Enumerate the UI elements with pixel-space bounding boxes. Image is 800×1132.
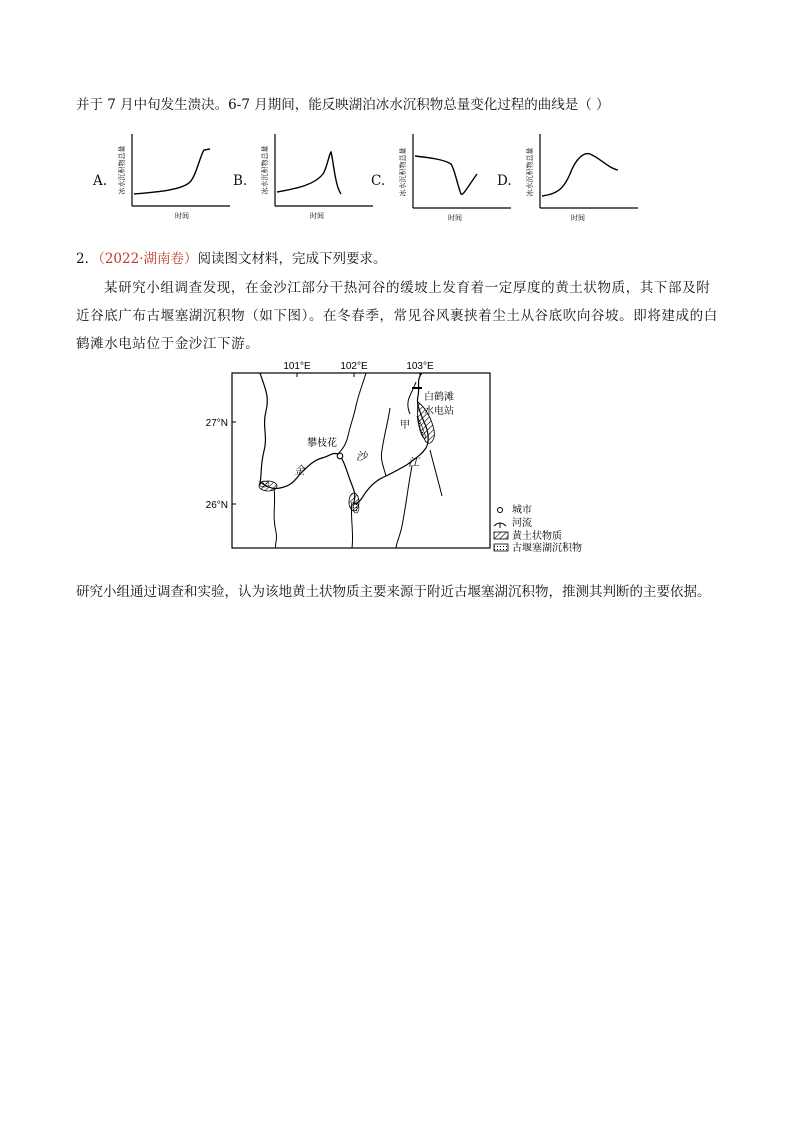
river-char-sha: 沙 xyxy=(356,451,367,463)
tributary-1 xyxy=(274,488,277,548)
option-b-graph xyxy=(255,128,375,223)
lat-label-26: 26°N xyxy=(205,500,228,511)
tributary-3 xyxy=(338,373,366,454)
legend-loess: 黄土状物质 xyxy=(512,531,562,542)
jinsha-river xyxy=(260,373,428,504)
option-a-graph xyxy=(112,128,232,223)
map-legend xyxy=(494,503,582,554)
lon-label-102: 102°E xyxy=(340,361,368,372)
lake-deposit-south xyxy=(353,503,359,513)
option-d-label: D. xyxy=(497,173,512,189)
tributary-4 xyxy=(381,408,390,476)
city-label: 攀枝花 xyxy=(307,438,337,449)
option-c-ylabel: 冰水沉积物总量 xyxy=(400,147,407,197)
tributary-5 xyxy=(430,450,442,496)
option-a-label: A. xyxy=(93,173,108,189)
option-c-xlabel: 时间 xyxy=(448,215,462,222)
q2-paragraph-line-2: 近谷底广布古堰塞湖沉积物（如下图）。在冬春季，常见谷风裹挟着尘土从谷底吹向谷坡。即将建成的白 xyxy=(76,308,718,324)
option-b-xlabel: 时间 xyxy=(310,213,324,220)
legend-loess-icon xyxy=(494,532,508,539)
lon-label-103: 103°E xyxy=(406,361,434,372)
option-c-label: C. xyxy=(371,173,386,189)
lat-label-27: 27°N xyxy=(205,418,228,429)
option-d-ylabel: 冰水沉积物总量 xyxy=(527,147,534,197)
legend-lake: 古堰塞湖沉积物 xyxy=(512,543,582,554)
option-b-ylabel: 冰水沉积物总量 xyxy=(262,145,269,195)
legend-city: 城市 xyxy=(512,505,532,516)
city-panzhihua-icon xyxy=(337,453,343,459)
river-char-jiang: 江 xyxy=(408,457,419,469)
option-c-graph xyxy=(393,128,513,223)
q2-paragraph-line-1: 某研究小组调查发现，在金沙江部分干热河谷的缓坡上发育着一定厚度的黄土状物质，其下部及附 xyxy=(104,280,711,296)
option-b-label: B. xyxy=(233,173,248,189)
tributary-7 xyxy=(408,382,416,414)
lake-deposit-west xyxy=(259,481,269,487)
legend-city-icon xyxy=(498,508,503,513)
q2-paragraph-line-3: 鹤滩水电站位于金沙江下游。 xyxy=(76,336,260,352)
option-d-xlabel: 时间 xyxy=(571,215,585,222)
lon-label-101: 101°E xyxy=(283,361,311,372)
station-label-1: 白鹤滩 xyxy=(424,392,454,403)
q2-question: 研究小组通过调查和实验，认为该地黄土状物质主要来源于附近古堰塞湖沉积物，推测其判断的主要依据。 xyxy=(76,584,711,600)
river-char-jin: 金 xyxy=(294,465,305,477)
q2-instruction: 阅读图文材料，完成下列要求。 xyxy=(197,251,387,267)
tributary-6 xyxy=(396,466,412,548)
jinsha-river-map xyxy=(190,356,610,556)
q1-stem: 并于 7 月中旬发生溃决。6-7 月期间，能反映湖泊冰水沉积物总量变化过程的曲线是（ ） xyxy=(76,97,610,113)
legend-river: 河流 xyxy=(512,518,532,529)
legend-lake-icon xyxy=(494,544,508,551)
q2-header xyxy=(76,250,387,268)
option-a-xlabel: 时间 xyxy=(175,213,189,220)
q2-number: 2． xyxy=(76,251,99,267)
legend-river-icon xyxy=(494,523,506,528)
q2-source: （2022·湖南卷） xyxy=(98,251,198,267)
point-jia-label: 甲 xyxy=(400,420,410,431)
station-label-2: 水电站 xyxy=(424,406,454,417)
option-d-graph xyxy=(520,128,640,223)
option-a-ylabel: 冰水沉积物总量 xyxy=(119,145,126,195)
